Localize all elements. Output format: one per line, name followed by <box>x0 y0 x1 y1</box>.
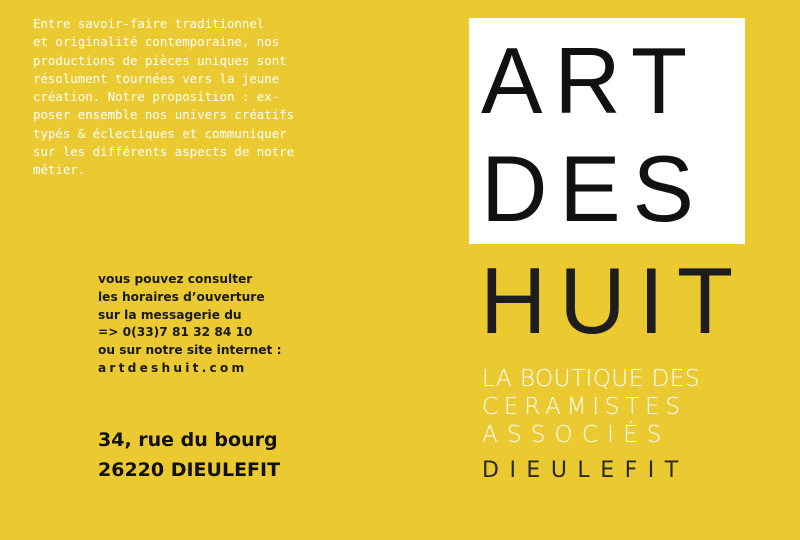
postal-address <box>98 425 280 485</box>
logo-box <box>469 18 745 244</box>
tagline-line-1: LA BOUTIQUE DES <box>482 366 700 392</box>
address-street: 34, rue du bourg <box>98 429 278 451</box>
intro-line: Entre savoir-faire traditionnel <box>33 16 265 31</box>
contact-line: ou sur notre site internet : <box>98 343 282 358</box>
intro-line: poser ensemble nos univers créatifs <box>33 107 295 123</box>
contact-line: vous pouvez consulter <box>98 272 253 286</box>
logo-word-art: ART <box>481 28 699 133</box>
intro-paragraph <box>33 15 373 180</box>
tagline-line-2: CERAMISTES <box>482 394 686 420</box>
phone-number: => 0(33)7 81 32 84 10 <box>98 325 253 340</box>
intro-line: typés & éclectiques et communiquer <box>33 125 287 141</box>
intro-line: sur les différents aspects de notre <box>33 144 295 160</box>
logo-word-des: DES <box>481 136 706 241</box>
intro-line: résolument tournées vers la jeune <box>33 70 280 86</box>
website-link[interactable]: artdeshuit.com <box>98 360 248 375</box>
intro-line: et originalité contemporaine, nos <box>33 34 280 50</box>
tagline-city: DIEULEFIT <box>482 458 689 483</box>
contact-line: sur la messagerie du <box>98 307 242 322</box>
logo-word-huit: HUIT <box>480 248 746 353</box>
intro-line: métier. <box>33 162 86 178</box>
contact-line: les horaires d’ouverture <box>98 289 265 304</box>
tagline-line-3: ASSOCIÉS <box>482 422 671 448</box>
address-city: 26220 DIEULEFIT <box>98 459 281 481</box>
intro-line: création. Notre proposition : ex- <box>33 89 280 105</box>
intro-line: productions de pièces uniques sont <box>33 52 287 68</box>
contact-info <box>98 271 313 378</box>
